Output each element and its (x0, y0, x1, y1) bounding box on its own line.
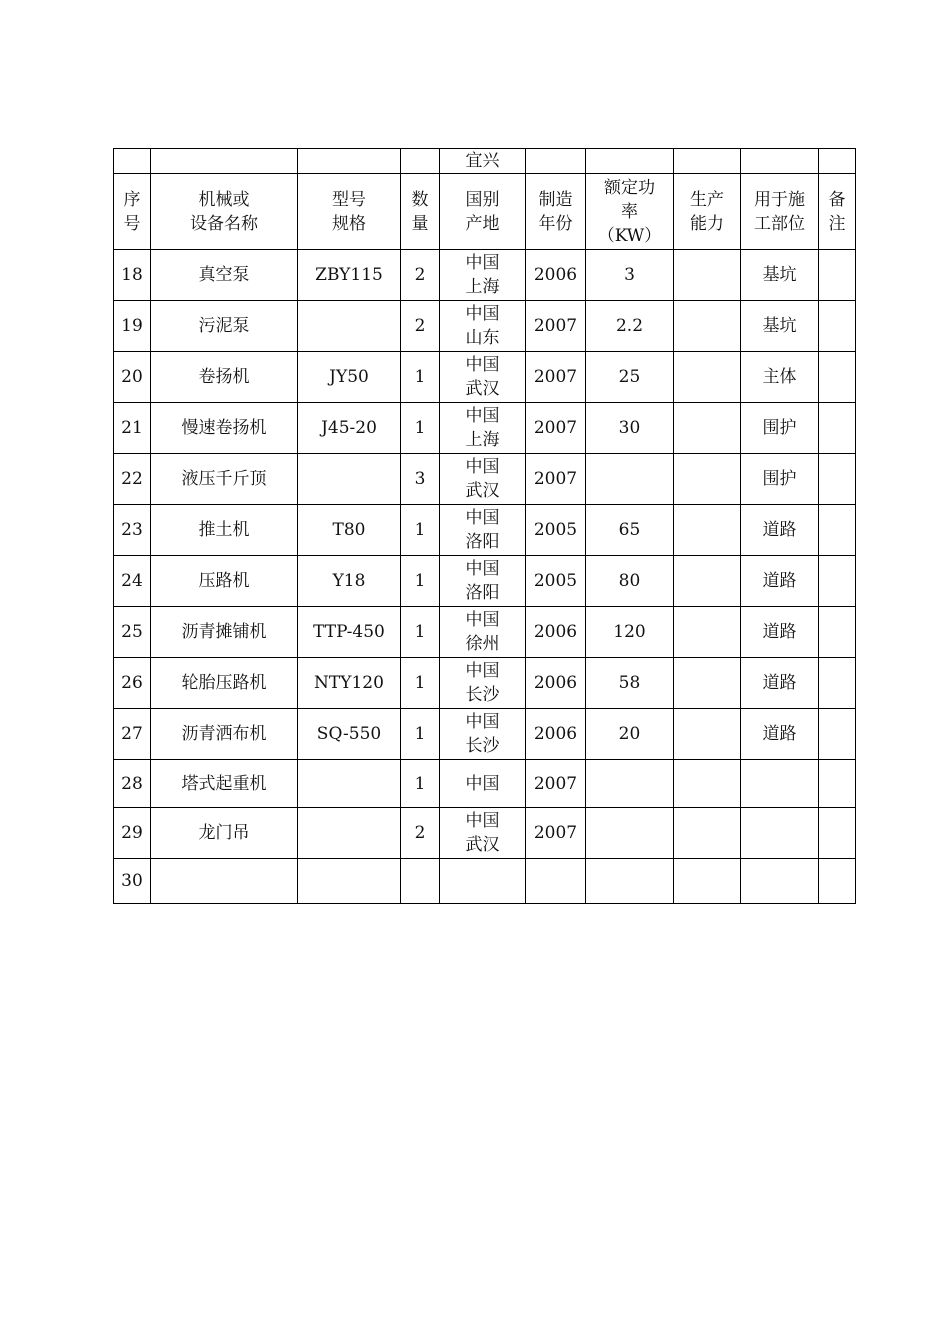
cell-year (526, 607, 586, 658)
cell-use-text: 道路 (762, 520, 797, 540)
header-qty-text: 数 量 (411, 189, 429, 234)
cell-capacity (674, 607, 741, 658)
cell-no (114, 607, 151, 658)
cell-qty-text: 1 (414, 520, 426, 540)
header-model-text: 型号 规格 (332, 189, 366, 234)
cell-qty-text: 1 (414, 773, 426, 794)
cell-power (586, 658, 674, 709)
cell-power (586, 301, 674, 352)
cell-origin-text: 中国 洛阳 (465, 559, 500, 603)
cell-qty (401, 709, 440, 760)
cell-qty-text: 2 (414, 265, 426, 285)
cell-model-text: J45-20 (321, 418, 377, 438)
cell-year (526, 658, 586, 709)
header-name (151, 174, 298, 250)
cell-year-text: 2007 (533, 823, 578, 843)
header-year (526, 174, 586, 250)
cell-name-text: 沥青摊铺机 (181, 622, 267, 642)
cell-name-text: 慢速卷扬机 (181, 418, 267, 438)
cell-power-text: 65 (618, 520, 641, 540)
cell-year-text: 2006 (533, 265, 578, 285)
table-row (114, 709, 856, 760)
cell-power (586, 556, 674, 607)
table-row (114, 658, 856, 709)
cell-model (298, 301, 401, 352)
cell-capacity (674, 301, 741, 352)
cell-origin-text: 中国 山东 (465, 304, 500, 348)
cell-use-text: 基坑 (762, 316, 797, 336)
cell-note (819, 250, 856, 301)
cell-no-text: 26 (121, 673, 143, 693)
cell-name (151, 301, 298, 352)
cell-note (819, 760, 856, 808)
cell-no-text: 28 (121, 773, 143, 794)
cell-no (114, 760, 151, 808)
cell-power (586, 505, 674, 556)
cell-capacity (674, 760, 741, 808)
cell-no-text: 29 (121, 823, 143, 843)
cell-no (114, 808, 151, 859)
location-row (114, 149, 856, 174)
cell-qty (401, 760, 440, 808)
cell-qty (401, 505, 440, 556)
cell-origin (440, 808, 526, 859)
cell-no-text: 18 (121, 265, 143, 285)
cell-note (819, 301, 856, 352)
cell-origin (440, 505, 526, 556)
cell-no-text: 24 (121, 571, 143, 591)
location-cell-1 (114, 149, 151, 174)
cell-note (819, 352, 856, 403)
cell-use (741, 658, 819, 709)
header-capacity-text: 生产 能力 (690, 189, 724, 234)
cell-origin (440, 454, 526, 505)
cell-capacity (674, 403, 741, 454)
header-year-text: 制造 年份 (538, 189, 573, 234)
table-row (114, 505, 856, 556)
cell-use (741, 607, 819, 658)
cell-year (526, 250, 586, 301)
cell-use-text: 道路 (762, 724, 797, 744)
cell-no (114, 454, 151, 505)
cell-use (741, 454, 819, 505)
cell-power (586, 352, 674, 403)
table-row (114, 760, 856, 808)
cell-model-text: TTP-450 (313, 622, 385, 642)
cell-origin-text: 中国 武汉 (465, 457, 500, 501)
cell-qty (401, 556, 440, 607)
table-row (114, 250, 856, 301)
cell-no (114, 352, 151, 403)
header-row (114, 174, 856, 250)
cell-power (586, 403, 674, 454)
header-origin-text: 国别 产地 (465, 189, 500, 234)
cell-name (151, 760, 298, 808)
cell-capacity (674, 808, 741, 859)
cell-year-text: 2005 (533, 571, 578, 591)
table-body (114, 250, 856, 904)
cell-name-text: 龙门吊 (198, 823, 250, 843)
cell-origin-text: 中国 (465, 773, 500, 794)
cell-note (819, 709, 856, 760)
cell-origin-text: 中国 上海 (465, 253, 500, 297)
cell-name-text: 轮胎压路机 (181, 673, 267, 693)
cell-power (586, 709, 674, 760)
cell-name-text: 污泥泵 (198, 316, 250, 336)
cell-origin (440, 556, 526, 607)
cell-origin (440, 709, 526, 760)
cell-capacity (674, 454, 741, 505)
cell-no-text: 20 (121, 367, 143, 387)
cell-model (298, 607, 401, 658)
cell-power (586, 454, 674, 505)
cell-year (526, 760, 586, 808)
cell-no (114, 859, 151, 904)
cell-name (151, 808, 298, 859)
cell-model-text: NTY120 (314, 673, 384, 693)
cell-note (819, 454, 856, 505)
cell-use (741, 709, 819, 760)
cell-qty (401, 403, 440, 454)
cell-qty-text: 3 (414, 469, 426, 489)
cell-use (741, 859, 819, 904)
cell-origin (440, 607, 526, 658)
cell-qty (401, 607, 440, 658)
cell-year-text: 2006 (533, 622, 578, 642)
header-no-text: 序 号 (123, 189, 141, 234)
cell-power (586, 859, 674, 904)
cell-use (741, 760, 819, 808)
cell-year-text: 2006 (533, 724, 578, 744)
table-row (114, 352, 856, 403)
cell-power-text: 58 (618, 673, 641, 693)
cell-model (298, 709, 401, 760)
cell-model (298, 505, 401, 556)
cell-use (741, 250, 819, 301)
table-row (114, 556, 856, 607)
cell-year (526, 505, 586, 556)
header-capacity (674, 174, 741, 250)
table-row (114, 403, 856, 454)
cell-use-text: 围护 (762, 418, 797, 438)
cell-note (819, 859, 856, 904)
cell-origin (440, 301, 526, 352)
cell-power (586, 607, 674, 658)
cell-year-text: 2006 (533, 673, 578, 693)
cell-no (114, 556, 151, 607)
cell-power (586, 760, 674, 808)
cell-no (114, 505, 151, 556)
cell-qty (401, 454, 440, 505)
cell-year (526, 859, 586, 904)
cell-power-text: 30 (618, 418, 641, 438)
cell-qty (401, 250, 440, 301)
cell-name-text: 推土机 (198, 520, 250, 540)
cell-model (298, 454, 401, 505)
cell-no (114, 709, 151, 760)
cell-use (741, 808, 819, 859)
cell-origin-text: 中国 长沙 (465, 661, 500, 705)
cell-no (114, 301, 151, 352)
cell-no (114, 658, 151, 709)
header-power-text: 额定功 率 （KW） (597, 177, 662, 246)
cell-capacity (674, 709, 741, 760)
cell-model-text: SQ-550 (316, 724, 382, 744)
cell-qty (401, 658, 440, 709)
table-row (114, 859, 856, 904)
cell-capacity (674, 250, 741, 301)
header-note (819, 174, 856, 250)
cell-qty-text: 1 (414, 673, 426, 693)
cell-year-text: 2007 (533, 773, 578, 794)
header-qty (401, 174, 440, 250)
header-name-text: 机械或 设备名称 (190, 189, 258, 234)
cell-origin-text: 中国 上海 (465, 406, 500, 450)
cell-note (819, 607, 856, 658)
cell-year (526, 556, 586, 607)
table-row (114, 454, 856, 505)
cell-origin (440, 250, 526, 301)
cell-name (151, 505, 298, 556)
cell-no-text: 25 (121, 622, 143, 642)
cell-model (298, 403, 401, 454)
cell-model (298, 808, 401, 859)
table-row (114, 808, 856, 859)
cell-origin (440, 760, 526, 808)
cell-name (151, 556, 298, 607)
cell-model-text: T80 (332, 520, 366, 540)
cell-year-text: 2005 (533, 520, 578, 540)
cell-use (741, 403, 819, 454)
location-cell-2 (151, 149, 298, 174)
cell-year (526, 808, 586, 859)
location-cell-6 (526, 149, 586, 174)
cell-model (298, 250, 401, 301)
cell-name-text: 沥青洒布机 (181, 724, 267, 744)
cell-year-text: 2007 (533, 469, 578, 489)
cell-origin (440, 658, 526, 709)
cell-origin-text: 中国 武汉 (465, 355, 500, 399)
cell-use (741, 505, 819, 556)
location-label (440, 149, 526, 174)
cell-name (151, 607, 298, 658)
cell-use (741, 556, 819, 607)
header-power (586, 174, 674, 250)
cell-model (298, 352, 401, 403)
cell-origin-text: 中国 洛阳 (465, 508, 500, 552)
location-cell-3 (298, 149, 401, 174)
cell-capacity (674, 556, 741, 607)
cell-no-text: 30 (121, 871, 143, 891)
cell-note (819, 808, 856, 859)
location-text: 宜兴 (465, 151, 500, 171)
cell-use (741, 352, 819, 403)
cell-qty (401, 808, 440, 859)
cell-power-text: 120 (613, 622, 646, 642)
cell-no-text: 19 (121, 316, 143, 336)
cell-year (526, 352, 586, 403)
cell-model-text: JY50 (329, 367, 369, 387)
cell-no (114, 250, 151, 301)
cell-name-text: 塔式起重机 (181, 773, 267, 794)
cell-name-text: 压路机 (198, 571, 250, 591)
cell-qty (401, 859, 440, 904)
cell-model (298, 760, 401, 808)
cell-model-text: Y18 (332, 571, 366, 591)
cell-note (819, 403, 856, 454)
cell-name (151, 352, 298, 403)
location-cell-10 (819, 149, 856, 174)
cell-name-text: 卷扬机 (198, 367, 250, 387)
cell-note (819, 556, 856, 607)
cell-year (526, 709, 586, 760)
cell-name (151, 859, 298, 904)
cell-qty-text: 2 (414, 316, 426, 336)
cell-note (819, 658, 856, 709)
location-cell-8 (674, 149, 741, 174)
location-cell-9 (741, 149, 819, 174)
cell-model (298, 859, 401, 904)
cell-year-text: 2007 (533, 367, 578, 387)
cell-qty-text: 1 (414, 724, 426, 744)
cell-use-text: 围护 (762, 469, 797, 489)
cell-year-text: 2007 (533, 418, 578, 438)
cell-capacity (674, 352, 741, 403)
cell-qty-text: 1 (414, 418, 426, 438)
header-model (298, 174, 401, 250)
cell-no-text: 23 (121, 520, 143, 540)
cell-name-text: 真空泵 (198, 265, 250, 285)
cell-power-text: 20 (618, 724, 641, 744)
cell-no-text: 27 (121, 724, 143, 744)
location-cell-7 (586, 149, 674, 174)
cell-origin-text: 中国 徐州 (465, 610, 500, 654)
table-row (114, 607, 856, 658)
header-origin (440, 174, 526, 250)
cell-use-text: 道路 (762, 571, 797, 591)
cell-year (526, 454, 586, 505)
cell-origin-text: 中国 武汉 (465, 811, 500, 855)
cell-qty (401, 352, 440, 403)
table-row (114, 301, 856, 352)
cell-use-text: 主体 (762, 367, 797, 387)
cell-power-text: 2.2 (615, 316, 644, 336)
cell-no-text: 22 (121, 469, 143, 489)
cell-no (114, 403, 151, 454)
cell-model (298, 658, 401, 709)
location-cell-4 (401, 149, 440, 174)
cell-qty-text: 2 (414, 823, 426, 843)
cell-use-text: 道路 (762, 622, 797, 642)
cell-origin-text: 中国 长沙 (465, 712, 500, 756)
cell-power-text: 80 (618, 571, 641, 591)
cell-capacity (674, 859, 741, 904)
header-use (741, 174, 819, 250)
header-note-text: 备 注 (828, 189, 846, 234)
cell-name (151, 403, 298, 454)
cell-model-text: ZBY115 (315, 265, 383, 285)
cell-qty-text: 1 (414, 367, 426, 387)
cell-qty-text: 1 (414, 571, 426, 591)
cell-qty (401, 301, 440, 352)
cell-note (819, 505, 856, 556)
cell-power (586, 250, 674, 301)
cell-year (526, 403, 586, 454)
cell-name (151, 250, 298, 301)
header-use-text: 用于施 工部位 (754, 189, 805, 234)
cell-power-text: 3 (624, 265, 635, 285)
cell-no-text: 21 (121, 418, 143, 438)
cell-capacity (674, 505, 741, 556)
cell-origin (440, 403, 526, 454)
cell-use-text: 道路 (762, 673, 797, 693)
cell-use (741, 301, 819, 352)
cell-power (586, 808, 674, 859)
cell-year (526, 301, 586, 352)
cell-capacity (674, 658, 741, 709)
cell-use-text: 基坑 (762, 265, 797, 285)
cell-qty-text: 1 (414, 622, 426, 642)
cell-origin (440, 352, 526, 403)
cell-model (298, 556, 401, 607)
cell-name (151, 454, 298, 505)
header-no (114, 174, 151, 250)
cell-year-text: 2007 (533, 316, 578, 336)
cell-origin (440, 859, 526, 904)
cell-name (151, 658, 298, 709)
cell-power-text: 25 (618, 367, 641, 387)
cell-name-text: 液压千斤顶 (181, 469, 267, 489)
equipment-table (113, 148, 856, 904)
cell-name (151, 709, 298, 760)
